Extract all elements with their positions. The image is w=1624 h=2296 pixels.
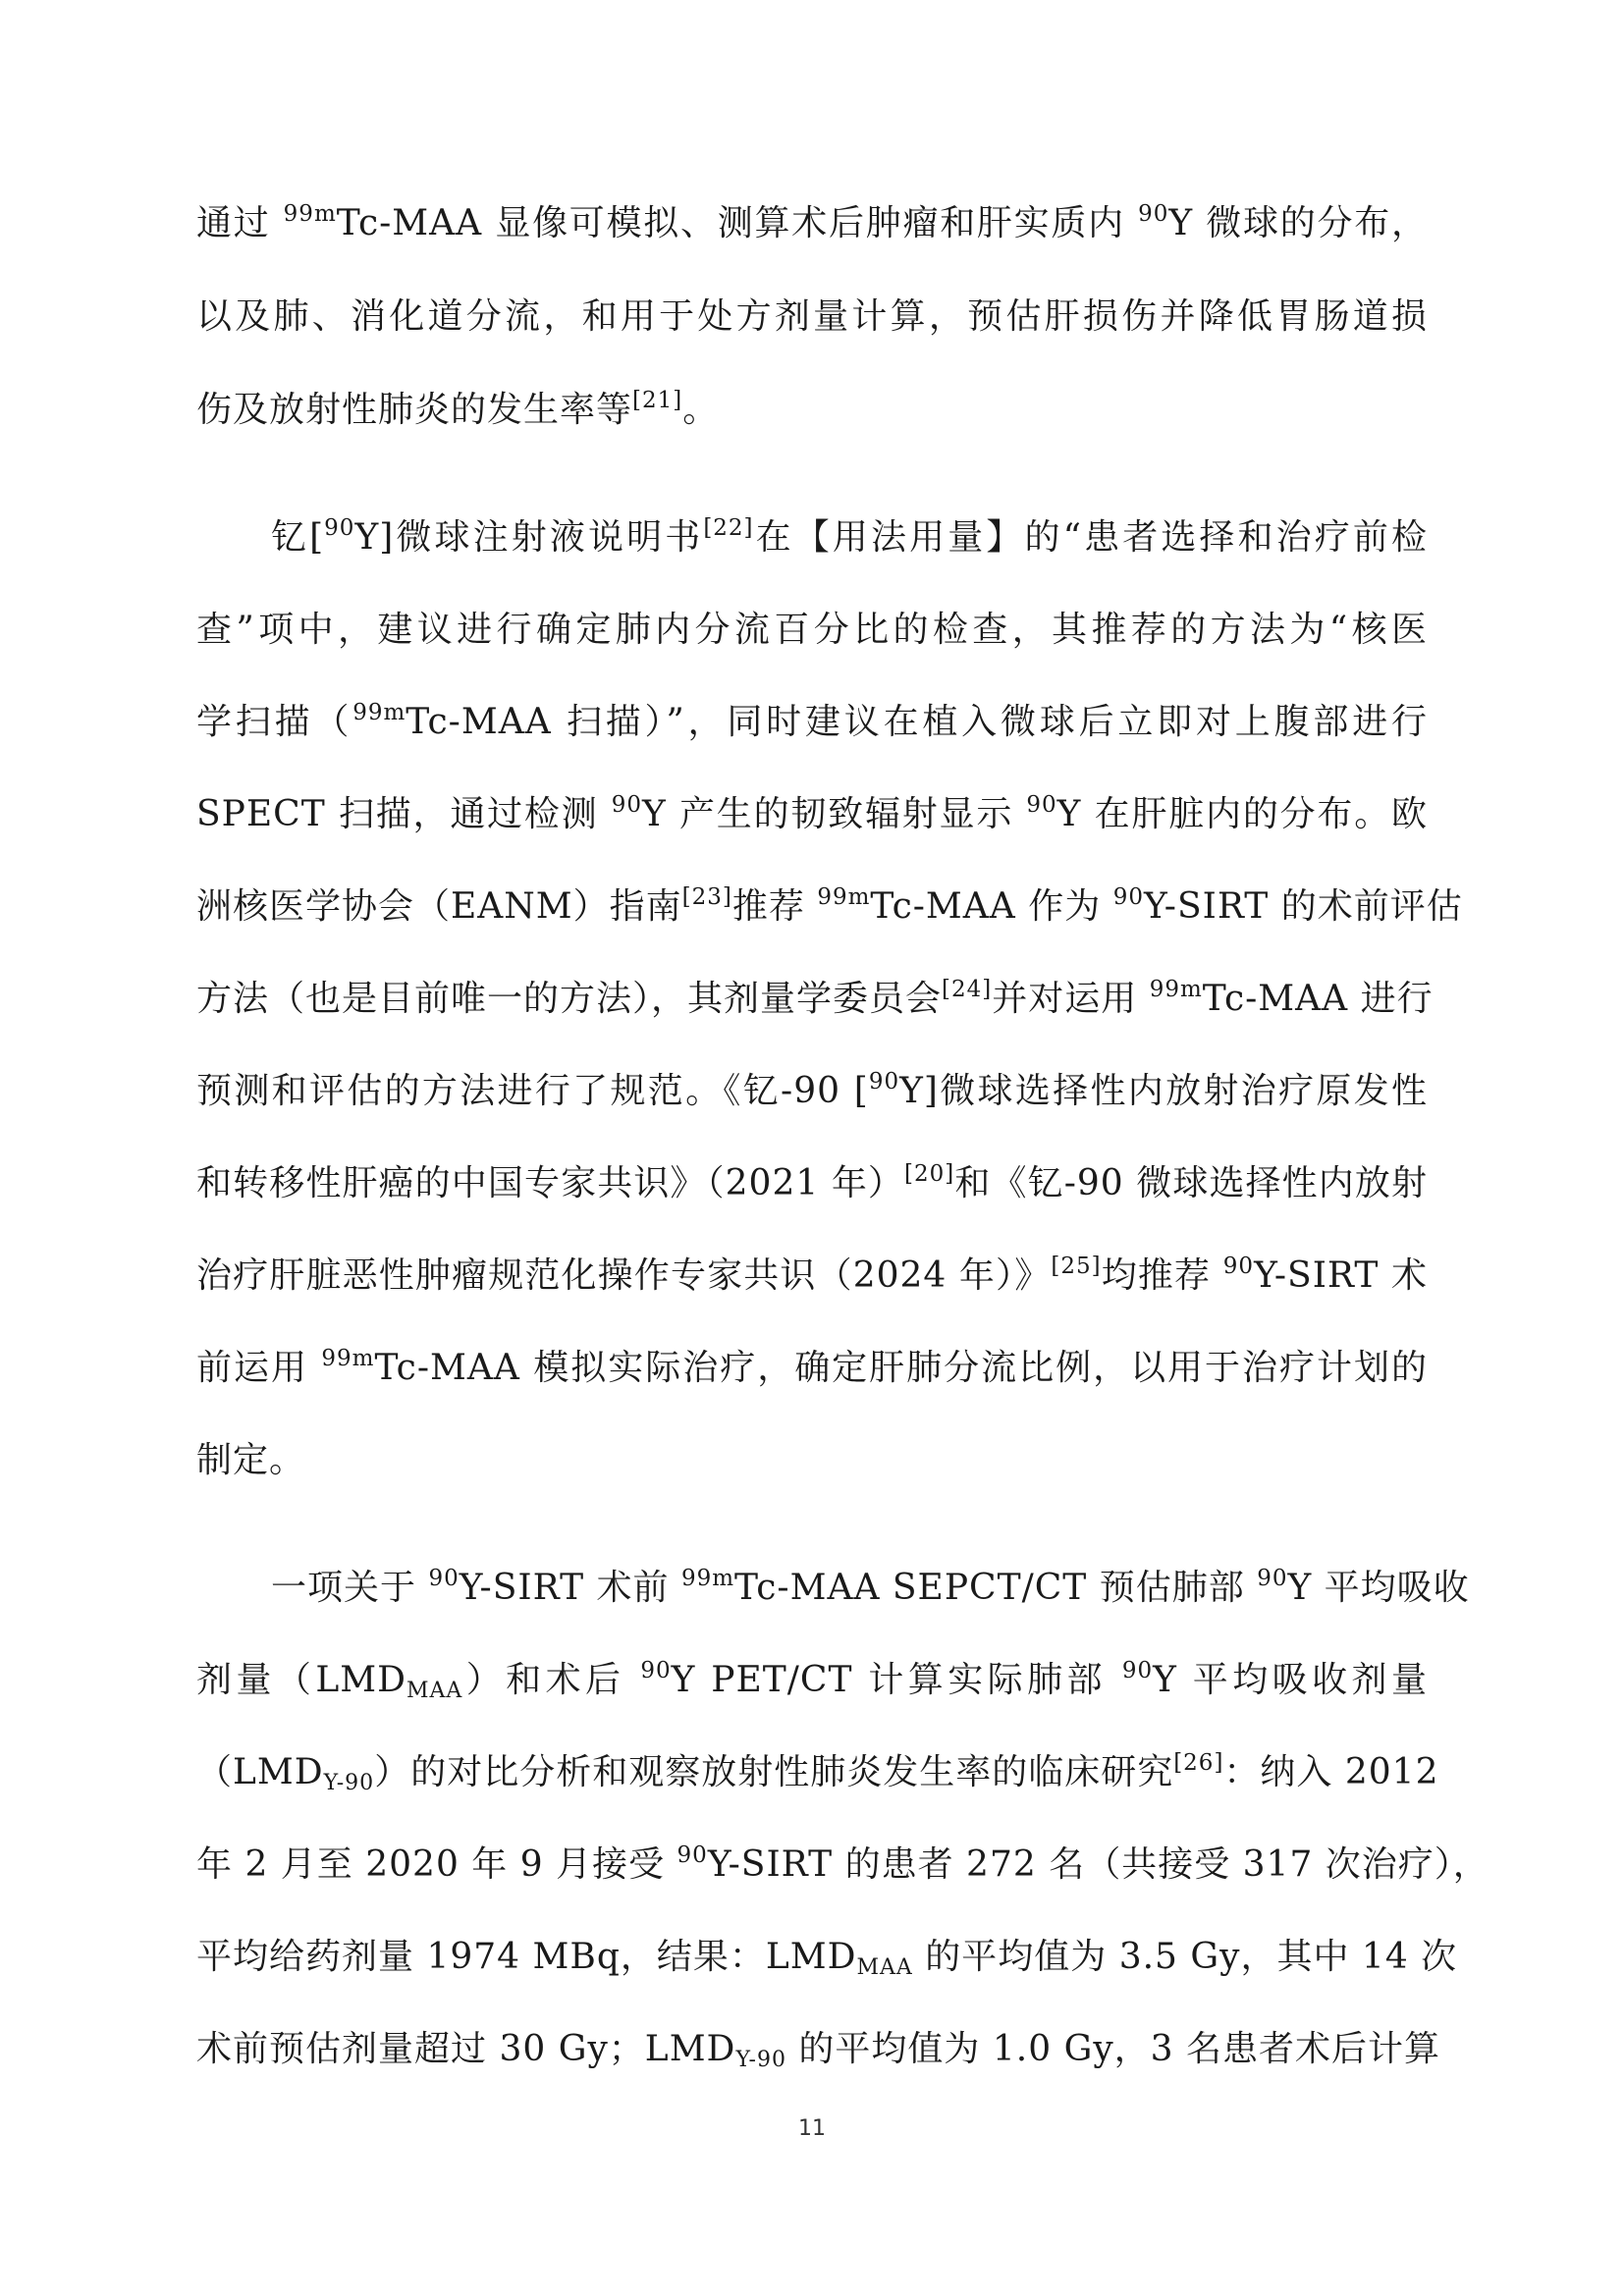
text-run: 治疗肝脏恶性肿瘤规范化操作专家共识（2024 年）》 xyxy=(196,1255,1052,1296)
text-run: 钇[ xyxy=(271,517,325,558)
text-run: 前运用 xyxy=(196,1348,322,1388)
text-run: 的平均值为 3.5 Gy，其中 14 次 xyxy=(912,1937,1458,1977)
superscript: [20] xyxy=(904,1161,955,1187)
superscript: 90 xyxy=(1222,1254,1255,1279)
text-run: 术前预估剂量超过 30 Gy；LMD xyxy=(196,2029,736,2069)
text-run: 。 xyxy=(682,390,720,430)
text-run: 一项关于 xyxy=(271,1568,429,1608)
text-run: ：纳入 2012 xyxy=(1223,1752,1439,1792)
text-run: SPECT 扫描，通过检测 xyxy=(196,794,612,834)
text-line xyxy=(196,1249,1428,1304)
text-run: 伤及放射性肺炎的发生率等 xyxy=(196,390,633,430)
text-run: Y 在肝脏内的分布。欧 xyxy=(1056,794,1428,834)
text-run: 和转移性肝癌的中国专家共识》（2021 年） xyxy=(196,1163,905,1203)
text-run: Tc-MAA SEPCT/CT 预估肺部 xyxy=(734,1568,1258,1608)
text-run: 的平均值为 1.0 Gy，3 名患者术后计算 xyxy=(785,2029,1441,2069)
superscript: 99m xyxy=(283,201,337,227)
text-run: 以及肺、消化道分流，和用于处方剂量计算，预估肝损伤并降低胃肠道损 xyxy=(196,296,1428,337)
text-run: Tc-MAA 进行 xyxy=(1202,979,1434,1019)
text-line xyxy=(196,1838,1489,1893)
text-line xyxy=(196,290,1428,345)
superscript: 90 xyxy=(1138,201,1169,227)
text-line xyxy=(196,603,1428,658)
text-run: Y 平均吸收 xyxy=(1287,1568,1470,1608)
text-run: Y-SIRT 术前 xyxy=(459,1568,681,1608)
text-run: 查”项中，建议进行确定肺内分流百分比的检查，其推荐的方法为“核医 xyxy=(196,610,1428,650)
superscript: [22] xyxy=(703,515,754,541)
superscript: 90 xyxy=(324,515,355,541)
text-line xyxy=(196,1341,1428,1396)
text-run: 年 2 月至 2020 年 9 月接受 xyxy=(196,1844,677,1885)
text-line xyxy=(196,510,1428,565)
text-run: 通过 xyxy=(196,203,284,243)
text-run: （LMD xyxy=(196,1752,324,1792)
text-run: 预测和评估的方法进行了规范。《钇-90 [ xyxy=(196,1071,869,1111)
superscript: 99m xyxy=(680,1566,735,1591)
text-run: 方法（也是目前唯一的方法），其剂量学委员会 xyxy=(196,979,943,1019)
text-line xyxy=(196,1433,1428,1488)
subscript: Y-90 xyxy=(735,2048,786,2072)
text-run: 和《钇-90 微球选择性内放射 xyxy=(954,1163,1429,1203)
text-line xyxy=(196,383,1428,438)
superscript: 90 xyxy=(868,1069,900,1095)
text-run: 洲核医学协会（EANM）指南 xyxy=(196,886,682,927)
text-run: 并对运用 xyxy=(992,979,1150,1019)
text-line xyxy=(196,1156,1428,1211)
text-run: Tc-MAA 作为 xyxy=(870,886,1113,927)
superscript: 90 xyxy=(640,1658,672,1683)
subscript: MAA xyxy=(856,1955,913,1980)
text-run: Y]微球选择性内放射治疗原发性 xyxy=(899,1071,1428,1111)
text-run: ）的对比分析和观察放射性肺炎发生率的临床研究 xyxy=(374,1752,1174,1792)
superscript: 90 xyxy=(1112,884,1144,910)
superscript: 90 xyxy=(428,1566,460,1591)
text-run: Tc-MAA 显像可模拟、测算术后肿瘤和肝实质内 xyxy=(336,203,1139,243)
text-line xyxy=(196,2022,1441,2077)
text-line xyxy=(196,972,1434,1027)
superscript: 90 xyxy=(611,792,643,818)
superscript: 99m xyxy=(1149,977,1203,1002)
superscript: 90 xyxy=(677,1842,708,1868)
text-run: Y-SIRT 的患者 272 名（共接受 317 次治疗）， xyxy=(707,1844,1489,1885)
text-line xyxy=(196,1653,1428,1708)
text-line xyxy=(196,787,1428,842)
text-run: 学扫描（ xyxy=(196,702,353,742)
superscript: 99m xyxy=(352,700,406,725)
text-run: Tc-MAA 模拟实际治疗，确定肝肺分流比例，以用于治疗计划的 xyxy=(374,1348,1428,1388)
superscript: [24] xyxy=(942,977,993,1002)
text-run: 均推荐 xyxy=(1101,1255,1223,1296)
text-run: 制定。 xyxy=(196,1440,306,1480)
superscript: [26] xyxy=(1173,1750,1224,1776)
text-line xyxy=(196,1064,1428,1119)
superscript: 90 xyxy=(1026,792,1057,818)
text-run: Y-SIRT 的术前评估 xyxy=(1143,886,1463,927)
text-line xyxy=(196,880,1463,934)
text-line xyxy=(196,1745,1439,1800)
text-run: 推荐 xyxy=(731,886,818,927)
superscript: [21] xyxy=(632,388,683,413)
text-run: ）和术后 xyxy=(462,1660,641,1700)
text-line xyxy=(196,196,1428,251)
text-line xyxy=(196,695,1428,750)
text-run: Y]微球注射液说明书 xyxy=(354,517,704,558)
text-run: 平均给药剂量 1974 MBq，结果：LMD xyxy=(196,1937,857,1977)
text-run: Y 微球的分布， xyxy=(1168,203,1428,243)
text-run: 在【用法用量】的“患者选择和治疗前检 xyxy=(753,517,1429,558)
superscript: 99m xyxy=(817,884,871,910)
text-run: Y 平均吸收剂量 xyxy=(1153,1660,1428,1700)
superscript: 90 xyxy=(1257,1566,1288,1591)
text-run: 剂量（LMD xyxy=(196,1660,406,1700)
superscript: [23] xyxy=(681,884,732,910)
superscript: 99m xyxy=(321,1346,375,1371)
subscript: Y-90 xyxy=(323,1771,375,1795)
text-line xyxy=(196,1561,1470,1616)
page-number: 11 xyxy=(798,2116,826,2141)
text-run: Y 产生的韧致辐射显示 xyxy=(642,794,1027,834)
superscript: [25] xyxy=(1051,1254,1102,1279)
text-line xyxy=(196,1930,1458,1985)
text-run: Y-SIRT 术 xyxy=(1254,1255,1428,1296)
superscript: 90 xyxy=(1121,1658,1154,1683)
text-run: Y PET/CT 计算实际肺部 xyxy=(671,1660,1122,1700)
text-run: Tc-MAA 扫描）”，同时建议在植入微球后立即对上腹部进行 xyxy=(406,702,1428,742)
subscript: MAA xyxy=(406,1679,463,1703)
